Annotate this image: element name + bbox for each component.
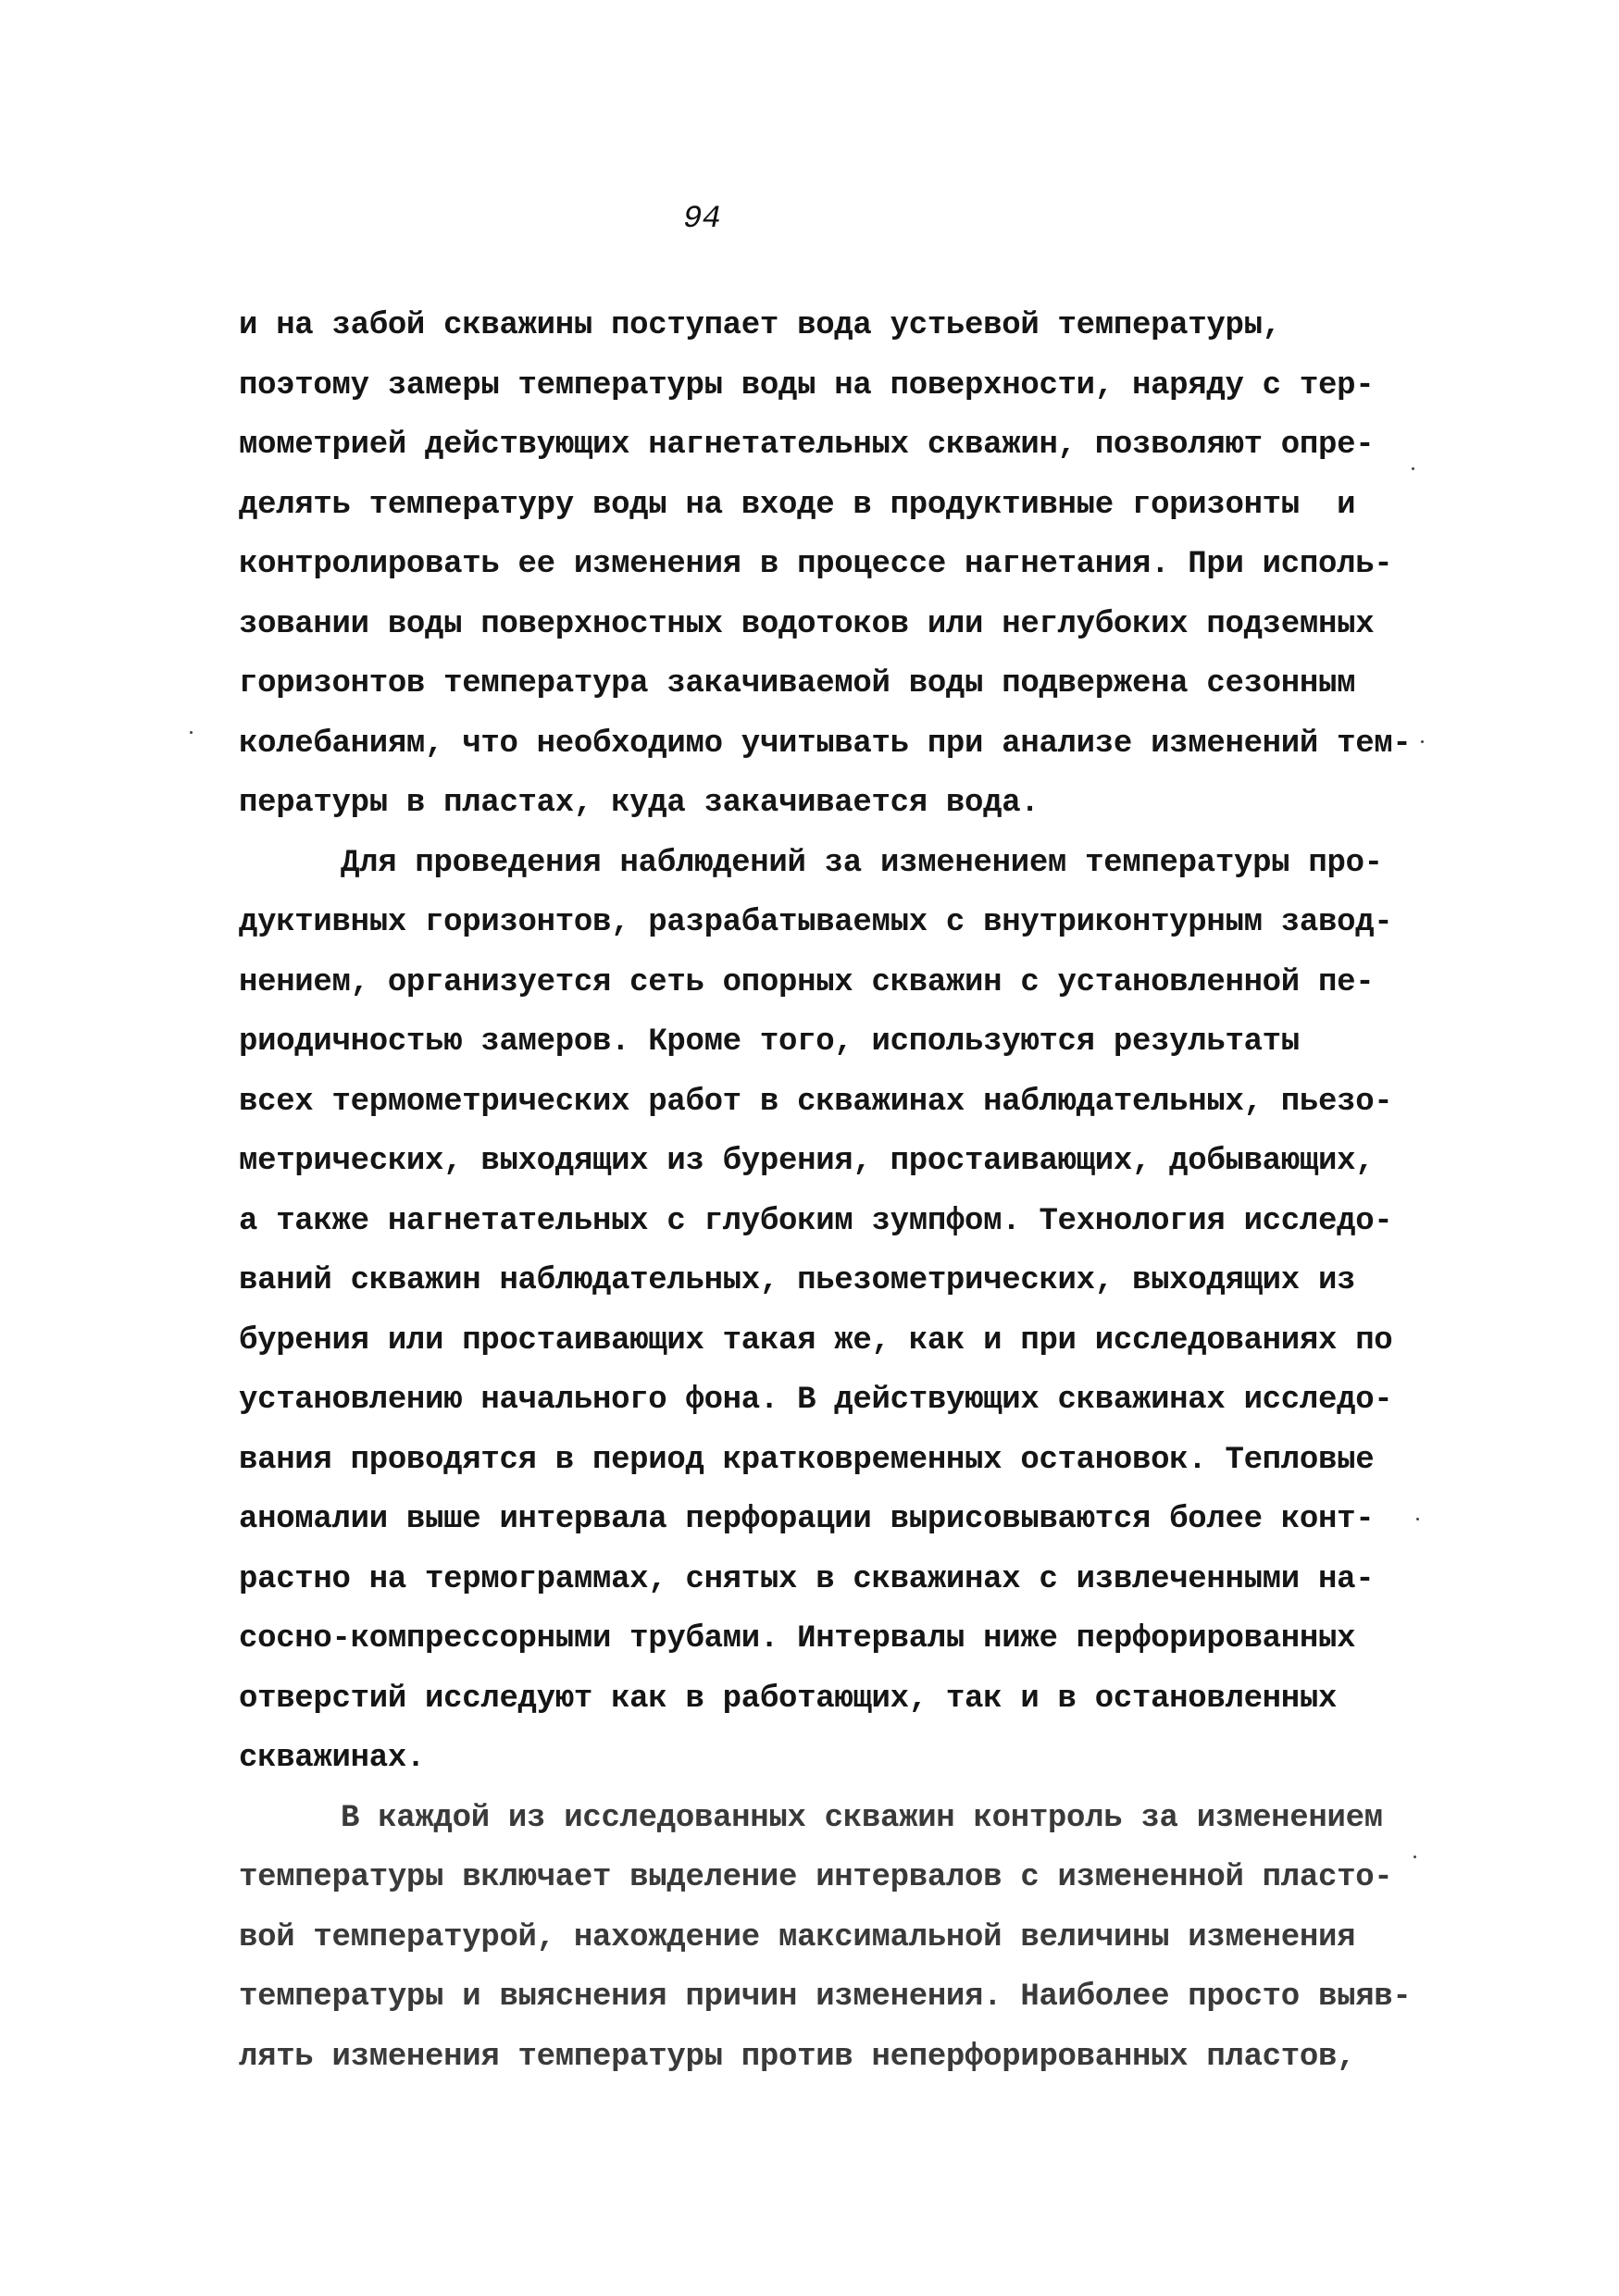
- text-line: всех термометрических работ в скважинах наблюдательных, пьезо-: [239, 1084, 1393, 1120]
- text-line: колебаниям, что необходимо учитывать при анализе изменений тем-: [239, 726, 1412, 762]
- text-line: растно на термограммах, снятых в скважинах с извлеченными на-: [239, 1561, 1375, 1597]
- text-line: лять изменения температуры против неперфорированных пластов,: [239, 2039, 1356, 2075]
- text-line: бурения или простаивающих такая же, как и при исследованиях по: [239, 1322, 1393, 1359]
- text-line: скважинах.: [239, 1741, 426, 1776]
- text-line: зовании воды поверхностных водотоков или неглубоких подземных: [239, 606, 1375, 642]
- text-line: Для проведения наблюдений за изменением температуры про-: [341, 845, 1383, 881]
- scan-speck: [190, 731, 193, 734]
- text-line: вания проводятся в период кратковременных остановок. Тепловые: [239, 1442, 1375, 1478]
- text-line: пературы в пластах, куда закачивается вода.: [239, 786, 1040, 821]
- text-line: дуктивных горизонтов, разрабатываемых с внутриконтурным завод-: [239, 905, 1393, 940]
- text-line: температуры и выяснения причин изменения. Наиболее просто выяв-: [239, 1980, 1412, 2015]
- text-line: отверстий исследуют как в работающих, так и в остановленных: [239, 1681, 1338, 1717]
- text-line: ваний скважин наблюдательных, пьезометрических, выходящих из: [239, 1263, 1356, 1298]
- scan-speck: [1414, 1855, 1416, 1858]
- text-line: сосно-компрессорными трубами. Интервалы ниже перфорированных: [239, 1621, 1356, 1657]
- text-line: вой температурой, нахождение максимальной величины изменения: [239, 1919, 1356, 1955]
- paragraph-3: [239, 1789, 1442, 2088]
- text-line: нением, организуется сеть опорных скважин с установленной пе-: [239, 964, 1375, 1000]
- body-text: [239, 296, 1442, 2087]
- text-line: температуры включает выделение интервалов с измененной пласто-: [239, 1860, 1393, 1895]
- page-number: 94: [683, 202, 721, 237]
- text-line: риодичностью замеров. Кроме того, используются результаты: [239, 1024, 1300, 1060]
- text-line: делять температуру воды на входе в продуктивные горизонты и: [239, 487, 1356, 523]
- text-line: установлению начального фона. В действующих скважинах исследо-: [239, 1383, 1393, 1418]
- text-line: контролировать ее изменения в процессе нагнетания. При исполь-: [239, 547, 1393, 582]
- scan-speck: [1412, 467, 1414, 470]
- text-line: В каждой из исследованных скважин контроль за изменением: [341, 1800, 1383, 1836]
- text-line: и на забой скважины поступает вода устьевой температуры,: [239, 308, 1281, 343]
- text-line: мометрией действующих нагнетательных скважин, позволяют опре-: [239, 428, 1375, 463]
- scan-speck: [1416, 1518, 1419, 1520]
- paragraph-2: [239, 834, 1442, 1789]
- text-line: горизонтов температура закачиваемой воды подвержена сезонным: [239, 666, 1356, 701]
- text-line: а также нагнетательных с глубоким зумпфом. Технология исследо-: [239, 1203, 1393, 1239]
- text-line: метрических, выходящих из бурения, простаивающих, добывающих,: [239, 1144, 1375, 1179]
- scan-speck: [1421, 740, 1424, 743]
- text-line: аномалии выше интервала перфорации вырисовываются более конт-: [239, 1502, 1375, 1537]
- text-line: поэтому замеры температуры воды на поверхности, наряду с тер-: [239, 367, 1375, 403]
- paragraph-1: [239, 296, 1442, 834]
